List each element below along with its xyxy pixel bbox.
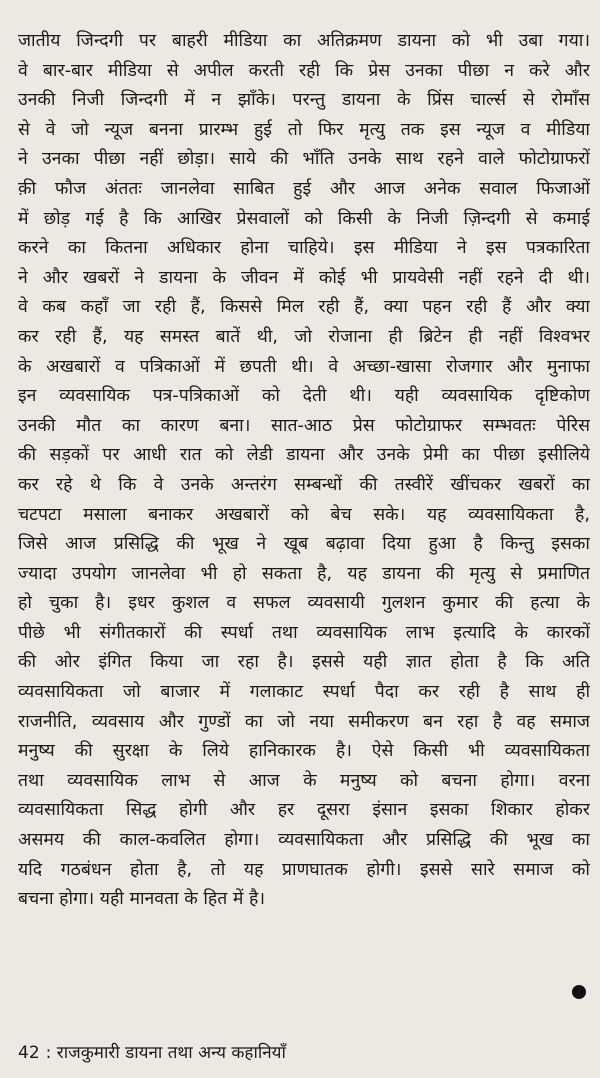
text-line: में छोड़ गई है कि आखिर प्रेसवालों को किसी के निजी ज़िन्दगी से कमाई (18, 208, 590, 229)
text-line: व्यवसायिकता सिद्ध होगी और हर दूसरा इंसान इसका शिकार होकर (18, 800, 590, 821)
page-number: 42 (18, 1043, 40, 1063)
text-line: उनकी मौत का कारण बना। सात-आठ प्रेस फोटोग्राफर सम्भवतः पेरिस (18, 415, 590, 436)
text-line: जिसे आज प्रसिद्धि की भूख ने खूब बढ़ावा दिया हुआ है किन्तु इसका (18, 534, 590, 555)
text-line: ज्यादा उपयोग जानलेवा भी हो सकता है, यह डायना की मृत्यु से प्रमाणित (18, 563, 590, 584)
footer-separator: : (45, 1043, 52, 1063)
text-line: से वे जो न्यूज बनना प्रारम्भ हुई तो फिर मृत्यु तक इस न्यूज व मीडिया (18, 119, 590, 140)
text-line-last: बचना होगा। यही मानवता के हित में है। (18, 889, 266, 910)
text-line: क़ी फौज अंततः जानलेवा साबित हुई और आज अनेक सवाल फिजाओं (18, 178, 590, 199)
text-line: चटपटा मसाला बनाकर अखबारों को बेच सके। यह व्यवसायिकता है, (18, 504, 590, 525)
text-line: राजनीति, व्यवसाय और गुण्डों का जो नया समीकरण बन रहा है वह समाज (18, 711, 590, 732)
text-line: वे बार-बार मीडिया से अपील करती रही कि प्रेस उनका पीछा न करे और (18, 60, 590, 81)
text-line: वे कब कहाँ जा रही हैं, किससे मिल रही हैं, क्या पहन रही हैं और क्या (18, 297, 590, 318)
text-line: की ओर इंगित किया जा रहा है। इससे यही ज्ञात होता है कि अति (18, 652, 590, 673)
text-line: यदि गठबंधन होता है, तो यह प्राणघातक होगी। इससे सारे समाज को (18, 859, 590, 880)
text-line: ने और खबरों ने डायना के जीवन में कोई भी प्रायवेसी नहीं रहने दी थी। (18, 267, 590, 288)
text-line: तथा व्यवसायिक लाभ से आज के मनुष्य को बचना होगा। वरना (18, 770, 590, 791)
text-line: मनुष्य की सुरक्षा के लिये हानिकारक है। ऐसे किसी भी व्यवसायिकता (18, 741, 590, 762)
text-line: जातीय जिन्दगी पर बाहरी मीडिया का अतिक्रमण डायना को भी उबा गया। (18, 31, 590, 51)
text-line: कर रहे थे कि वे उनके अन्तरंग सम्बन्धों की तस्वीरें खींचकर खबरों का (18, 474, 590, 495)
text-line: उनकी निजी जिन्दगी में न झाँके। परन्तु डायना के प्रिंस चार्ल्स से रोमाँस (18, 90, 590, 111)
text-line: इन व्यवसायिक पत्र-पत्रिकाओं को देती थी। यही व्यवसायिक दृष्टिकोण (18, 386, 590, 407)
text-line: के अखबारों व पत्रिकाओं में छपती थी। वे अच्छा-खासा रोजगार और मुनाफा (18, 356, 590, 377)
page-footer (18, 1040, 286, 1063)
text-line: पीछे भी संगीतकारों की स्पर्धा तथा व्यवसायिक लाभ इत्यादि के कारकों (18, 622, 590, 643)
text-line: व्यवसायिकता जो बाजार में गलाकाट स्पर्धा पैदा कर रही है साथ ही (18, 682, 590, 703)
body-text (18, 28, 590, 916)
book-title: राजकुमारी डायना तथा अन्य कहानियाँ (56, 1043, 286, 1063)
text-line: असमय की काल-कवलित होगा। व्यवसायिकता और प्रसिद्धि की भूख का (18, 830, 590, 851)
text-line: करने का कितना अधिकार होना चाहिये। इस मीडिया ने इस पत्रकारिता (18, 238, 590, 259)
text-line: हो चुका है। इधर कुशल व सफल व्यवसायी गुलशन कुमार की हत्या के (18, 593, 590, 614)
end-of-section-bullet-icon (572, 985, 586, 999)
text-line: कर रही हैं, यह समस्त बातें थी, जो रोजाना ही ब्रिटेन ही नहीं विश्वभर (18, 326, 590, 347)
text-line: ने उनका पीछा नहीं छोड़ा। साये की भाँति उनके साथ रहने वाले फोटोग्राफरों (18, 149, 590, 170)
text-line: की सड़कों पर आधी रात को लेडी डायना और उनके प्रेमी का पीछा इसीलिये (18, 445, 590, 466)
